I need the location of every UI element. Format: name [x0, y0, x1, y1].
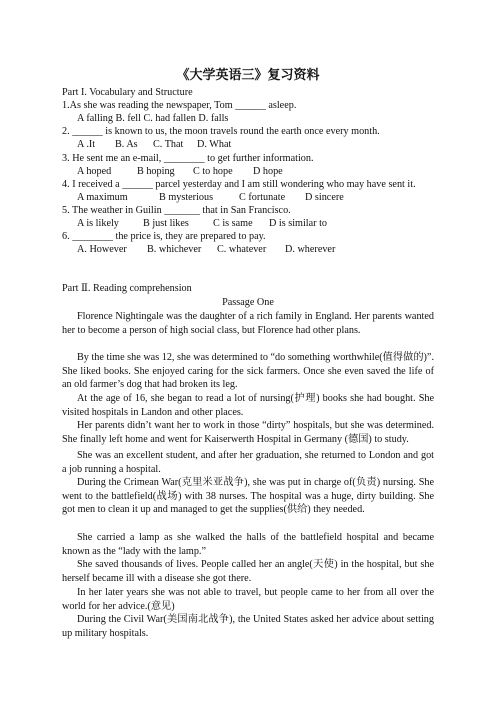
option-b: B hoping [137, 166, 175, 177]
question-4-options [77, 192, 344, 204]
option-d: D hope [253, 166, 283, 177]
part2-heading: Part Ⅱ. Reading comprehension [62, 283, 192, 294]
option-b: B. whichever [147, 244, 202, 255]
option-d: D is similar to [269, 218, 328, 229]
passage-paragraph: By the time she was 12, she was determined to “do something worthwhile(值得做的)”. She liked books. She enjoyed caring for the sick farmers. Once she even saved the life of an old farmer’s dog that had broken its leg. [62, 352, 434, 391]
question-6-options [77, 244, 335, 256]
option-b: B just likes [143, 218, 189, 229]
option-c: C fortunate [239, 192, 286, 203]
question-6-stem: 6. ________ the price is, they are prepared to pay. [62, 231, 266, 242]
option-a: A .It [77, 139, 96, 150]
option-d: D. What [197, 139, 232, 150]
part1-heading: Part I. Vocabulary and Structure [62, 87, 193, 98]
passage-paragraph: She saved thousands of lives. People called her an angle(天使) in the hospital, but she herself became ill with a disease she got there. [62, 559, 434, 584]
page-title: 《大学英语三》复习资料 [176, 67, 320, 82]
question-2-stem: 2. ______ is known to us, the moon travels round the earth once every month. [62, 126, 380, 137]
passage-paragraph: Florence Nightingale was the daughter of a rich family in England. Her parents wanted her to become a person of high social class, but Florence had other plans. [62, 311, 434, 336]
option-c: C is same [213, 218, 253, 229]
passage-paragraph: At the age of 16, she began to read a lot of nursing(护理) books she had bought. She visited hospitals in Landon and other places. [62, 393, 434, 418]
question-3-stem: 3. He sent me an e-mail, ________ to get further information. [62, 153, 314, 164]
option-c: C to hope [193, 166, 233, 177]
option-d: D sincere [305, 192, 344, 203]
question-1-options: A falling B. fell C. had fallen D. falls [77, 113, 229, 124]
question-5-options [77, 218, 327, 230]
option-b: B mysterious [159, 192, 214, 203]
passage-paragraph: During the Crimean War(克里米亚战争), she was put in charge of(负责) nursing. She went to the battlefield(战场) with 38 nurses. The hospital was a huge, dirty building. She got men to clean it up and managed to get the supplies(供给) they needed. [62, 477, 434, 516]
option-a: A. However [77, 244, 127, 255]
option-a: A hoped [77, 166, 112, 177]
question-3-options [77, 166, 283, 178]
option-b: B. As [115, 139, 138, 150]
option-c: C. whatever [217, 244, 267, 255]
option-c: C. That [153, 139, 184, 150]
question-5-stem: 5. The weather in Guilin _______ that in San Francisco. [62, 205, 291, 216]
passage-paragraph: She carried a lamp as she walked the halls of the battlefield hospital and became known as the “lady with the lamp.” [62, 532, 434, 557]
passage-paragraph: In her later years she was not able to travel, but people came to her from all over the world for her advice.(意见) [62, 587, 434, 612]
option-a: A maximum [77, 192, 128, 203]
question-1-stem: 1.As she was reading the newspaper, Tom ______ asleep. [62, 100, 297, 111]
passage-title: Passage One [222, 297, 274, 308]
question-2-options [77, 139, 231, 151]
passage-paragraph: Her parents didn’t want her to work in those “dirty” hospitals, but she was determined. She finally left home and went for Kaiserwerth Hospital in Germany (德国) to study. [62, 420, 434, 445]
option-d: D. wherever [285, 244, 336, 255]
passage-paragraph: During the Civil War(美国南北战争), the United States asked her advice about setting up military hospitals. [62, 614, 434, 639]
passage-paragraph: She was an excellent student, and after her graduation, she returned to London and got a job running a hospital. [62, 450, 434, 475]
question-4-stem: 4. I received a ______ parcel yesterday and I am still wondering who may have sent it. [62, 179, 416, 190]
option-a: A is likely [77, 218, 119, 229]
